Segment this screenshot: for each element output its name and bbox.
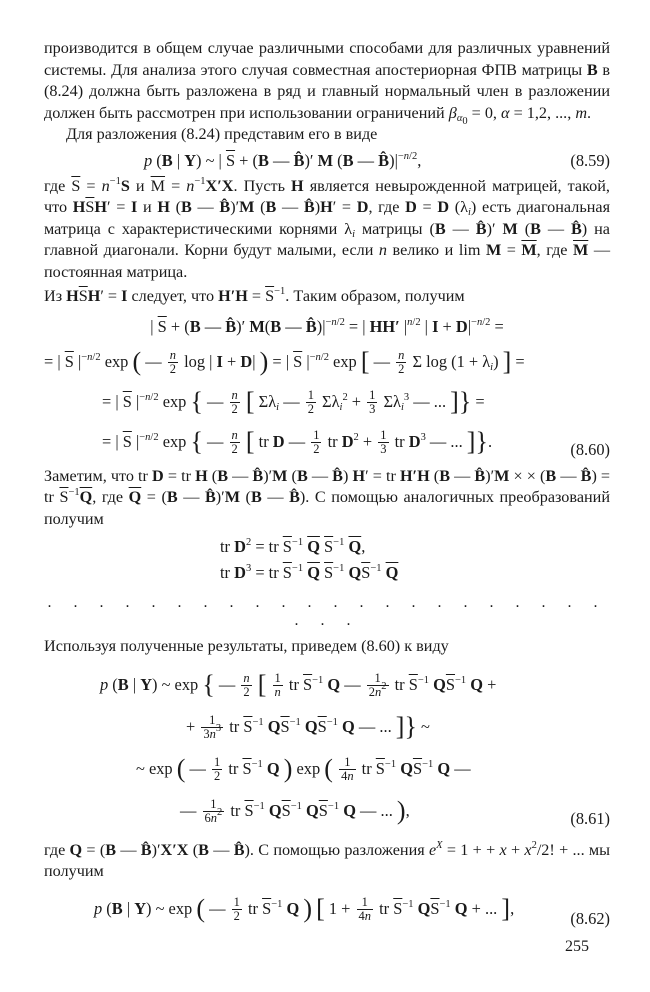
page-content [44,38,610,931]
paragraph-5: Заметим, что tr D = tr H (B — B̂)′M (B — B̂) H′ = tr H′H (B — B̂)′M × × (B — B̂) = tr $\overline{S}^{-1}\overline{Q}$, где $\overline{Q} = (B$ — B̂)′M (B — B̂). С помощью аналогичных преобразований получим [44,466,611,528]
equation-number: (8.59) [570,150,610,170]
equation-8-59: p (B | Y) ~ | $\overline{S} + (B$ — B̂)′ M (B — $B̂)|^{-n/2}$, (8.59) [44,149,610,173]
equation-8-60: | $\overline{S} + (B$ — B̂)′ M(B — $B̂)|^{-n/2}$ = | HH′ $|^{n/2}$ | $I + D|^{-n/2}$ = = | $\overline{S}$ $|^{-n/2}$ exp ( — $\frac{n}{2}$ log | I + D| ) = | $\overline{S}$ $|^{-n/2}$ exp [ — $\frac{n}{2}$ Σ $\log (1 + \lambda_i)$ ] = = | $\overline{S}$ $|^{-n/2}$ exp { — $\frac{n}{2}$ [ $\Sigma\lambda_i$ — $\frac{1}{2}$ $\Sigma\lambda_i^2$ + $\frac{1}{3}$ $\Sigma\lambda_i^3$ — ... ]} = = | $\overline{S}$ $|^{-n/2}$ exp { — $\frac{n}{2}$ [ tr D — $\frac{1}{2}$ tr $D^2$ + $\frac{1}{3}$ tr $D^3$ — ... ]}. (8.60) [44,312,610,462]
paragraph-7: где Q = (B — B̂)′X′X (B — B̂). С помощью разложения $e^X = 1$ + + $x + x^2/2$! + ... мы получим [44,839,611,880]
equation-8-62: p (B | Y) ~ exp ( — $\frac{1}{2}$ tr $\overline{S}^{-1}$ Q ) [ 1 + $\frac{1}{4n}$ tr $\overline{S}^{-1}$ $Q\overline{S}^{-1}$ Q + ... ], (8.62) [44,887,610,931]
equation-number: (8.61) [570,808,610,828]
separator-dots: . . . . . . . . . . . . . . . . . . . . . . . . . [47,594,607,629]
paragraph-1: производится в общем случае различными способами для различных уравнений системы. Для анализа этого случая совместная апостериорная ФПВ матрицы B в (8.24) должна быть разложена в ряд и главный нормальный член в разложении должен быть рассмотрен при использовании ограничений $\beta_{\alpha_0} = 0$, α = 1,2, ..., m. [44,39,610,127]
paragraph-4: Из $H\overline{S}H' = I$ следует, что $H'H = \overline{S}^{-1}$. Таким образом, получим [44,286,465,305]
trace-identities: tr $D^2$ = tr $\overline{S}^{-1}$ $\overline{Q}$ $\overline{S}^{-1}$ $\overline{Q}$, tr $D^3$ = tr $\overline{S}^{-1}$ $\overline{Q}$ $\overline{S}^{-1}$ $Q\overline{S}^{-1}$ $\overline{Q}$ [220,537,399,582]
paragraph-6: Используя полученные результаты, приведем (8.60) к виду [44,637,449,655]
equation-8-61: p (B | Y) ~ exp { — $\frac{n}{2}$ [ $\frac{1}{n}$ tr $\overline{S}^{-1}$ Q — $\frac{1}{2n^2}$ tr $\overline{S}^{-1}$ $Q\overline{S}^{-1}$ Q + + $\frac{1}{3n^3}$ tr $\overline{S}^{-1}$ $Q\overline{S}^{-1}$ $Q\overline{S}^{-1}$ Q — ... ]} ~ ~ exp ( — $\frac{1}{2}$ tr $\overline{S}^{-1}$ Q ) exp ( $\frac{1}{4n}$ tr $\overline{S}^{-1}$ $Q\overline{S}^{-1}$ Q — — $\frac{1}{6n^2}$ tr $\overline{S}^{-1}$ $Q\overline{S}^{-1}$ $Q\overline{S}^{-1}$ Q — ... ), (8.61) [44,664,610,832]
page-number: 255 [565,938,589,955]
paragraph-3: где $\overline{S} = n^{-1}S$ и $\overline{M} = n^{-1}X'X$. Пусть H является невырожденной матрицей, такой, что $H\overline{S}H' = I$ и H (B — B̂)′M (B — B̂)H′ = D, где D = D $(\lambda_i)$ есть диагональная матрица с характеристическими корнями $\lambda_i$ матрицы (B — B̂)′ M (B — B̂) на главной диагонали. Корни будут малыми, если n велико и $\lim M = \overline{M}$, где $\overline{M}$ — постоянная матрица. [44,175,611,281]
equation-number: (8.62) [570,908,610,928]
equation-number: (8.60) [570,439,610,459]
paragraph-2: Для разложения (8.24) представим его в виде [66,125,378,143]
